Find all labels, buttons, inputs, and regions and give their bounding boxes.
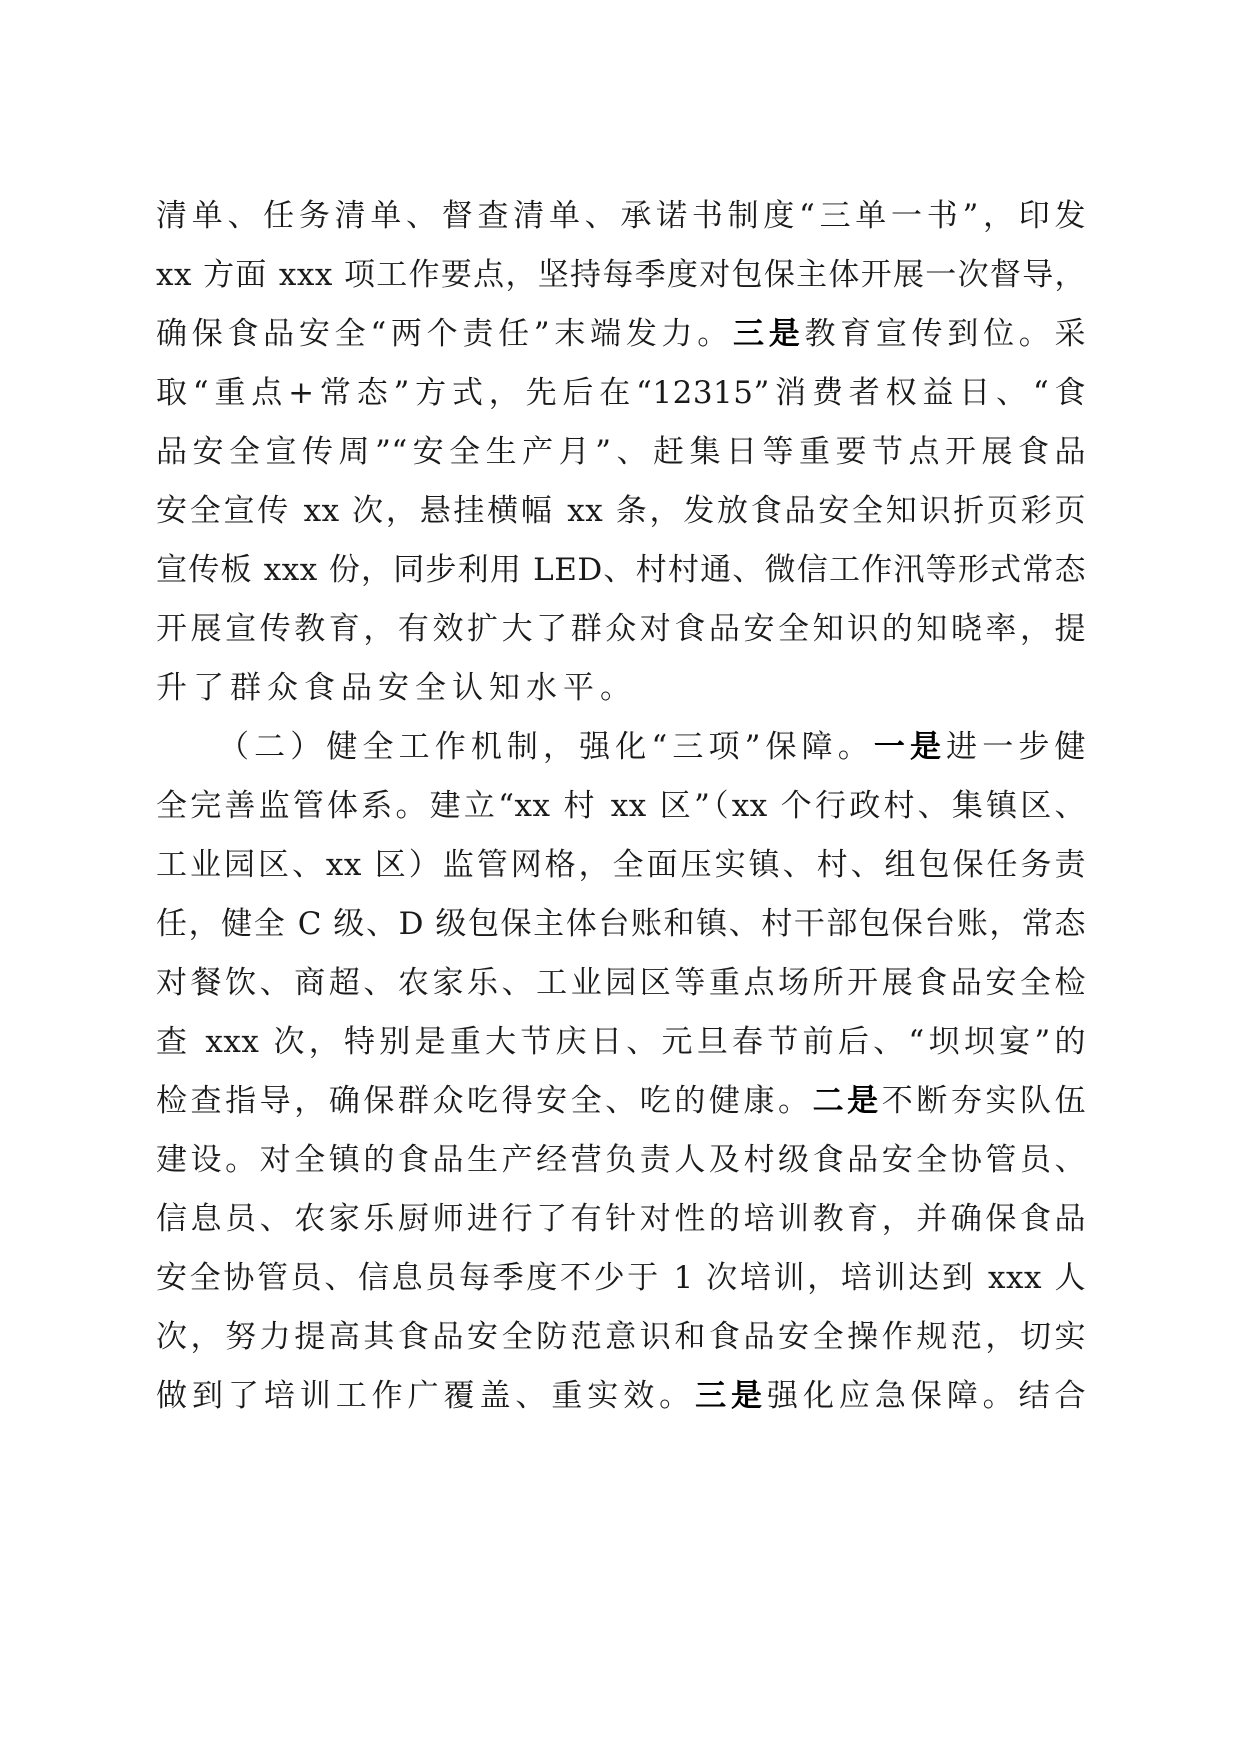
text-line: 对餐饮、商超、农家乐、工业园区等重点场所开展食品安全检 [156, 965, 1086, 1001]
text-line: 取“重点+常态”方式，先后在“12315”消费者权益日、“食 [156, 375, 1086, 411]
text-line: 信息员、农家乐厨师进行了有针对性的培训教育，并确保食品 [156, 1201, 1086, 1237]
text-segment: 做到了培训工作广覆盖、重实效。 [156, 1378, 696, 1414]
text-line: 建设。对全镇的食品生产经营负责人及村级食品安全协管员、 [156, 1142, 1086, 1178]
text-line: xx 方面 xxx 项工作要点，坚持每季度对包保主体开展一次督导， [156, 257, 1086, 293]
text-line: 次，努力提高其食品安全防范意识和食品安全操作规范，切实 [156, 1319, 1086, 1355]
text-segment: 进一步健 [946, 729, 1087, 765]
bold-keyword: 一是 [873, 729, 947, 765]
text-line: 任，健全 C 级、D 级包保主体台账和镇、村干部包保台账，常态 [156, 906, 1086, 942]
text-line [156, 1071, 1086, 1131]
bold-keyword: 三是 [695, 1378, 767, 1414]
bold-keyword: 三是 [733, 316, 805, 352]
text-line: 全完善监管体系。建立“xx 村 xx 区”（xx 个行政村、集镇区、 [156, 788, 1086, 824]
text-line: 升了群众食品安全认知水平。 [156, 670, 637, 706]
text-line: 安全协管员、信息员每季度不少于 1 次培训，培训达到 xxx 人 [156, 1260, 1086, 1296]
text-segment: 强化应急保障。结合 [767, 1378, 1087, 1414]
text-line: 安全宣传 xx 次，悬挂横幅 xx 条，发放食品安全知识折页彩页 [156, 493, 1086, 529]
text-segment: （二）健全工作机制，强化“三项”保障。 [218, 729, 874, 765]
text-segment: 不断夯实队伍 [881, 1083, 1087, 1119]
text-line: 工业园区、xx 区）监管网格，全面压实镇、村、组包保任务责 [156, 847, 1086, 883]
text-segment: 检查指导，确保群众吃得安全、吃的健康。 [156, 1083, 813, 1119]
text-line: 品安全宣传周”“安全生产月”、赶集日等重要节点开展食品 [156, 434, 1086, 470]
bold-keyword: 二是 [812, 1083, 882, 1119]
text-line: 开展宣传教育，有效扩大了群众对食品安全知识的知晓率，提 [156, 611, 1086, 647]
text-line [156, 1366, 1086, 1426]
text-line [218, 717, 1086, 777]
text-segment: 教育宣传到位。采 [804, 316, 1087, 352]
text-line [156, 304, 1086, 364]
text-line: 清单、任务清单、督查清单、承诺书制度“三单一书”，印发 [156, 198, 1086, 234]
text-segment: 确保食品安全“两个责任”末端发力。 [156, 316, 733, 352]
text-line: 查 xxx 次，特别是重大节庆日、元旦春节前后、“坝坝宴”的 [156, 1024, 1086, 1060]
text-line: 宣传板 xxx 份，同步利用 LED、村村通、微信工作汛等形式常态 [156, 552, 1086, 588]
